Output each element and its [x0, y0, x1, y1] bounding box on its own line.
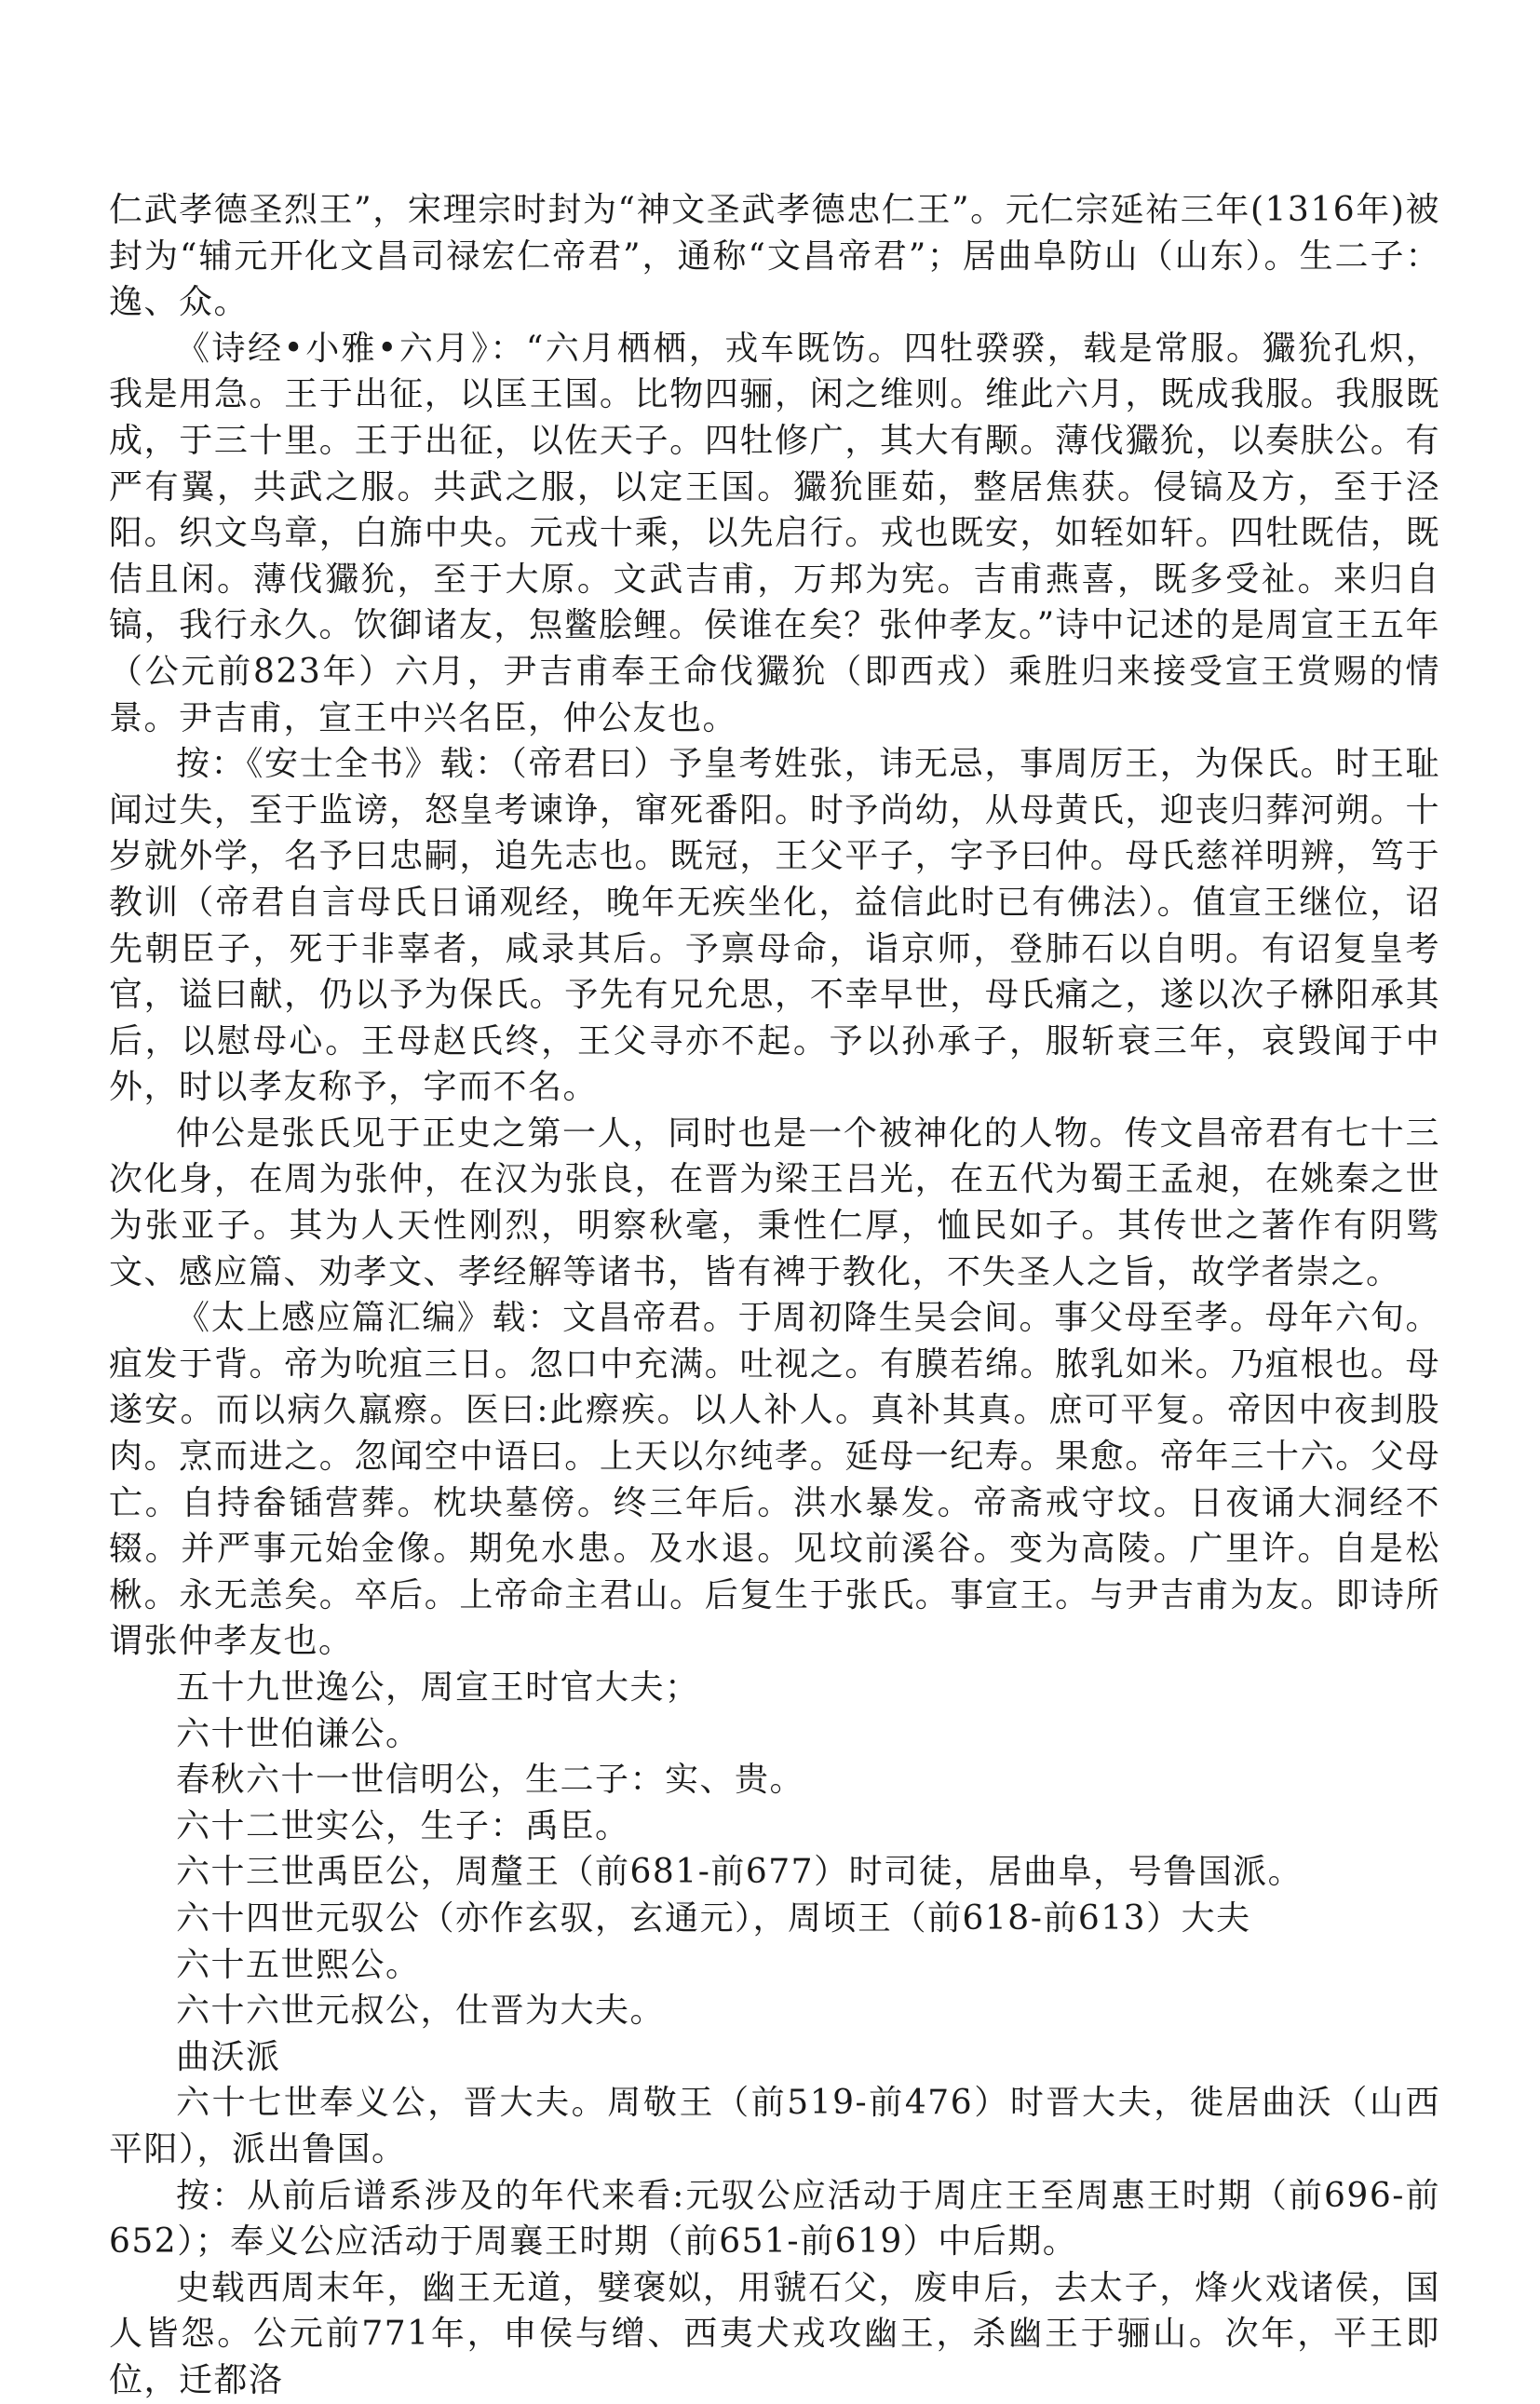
paragraph-shijing: 《诗经•小雅•六月》：“六月栖栖，戎车既饬。四牡骙骙，载是常服。玁狁孔炽，我是用急。王于出征，以匡王国。比物四骊，闲之维则。维此六月，既成我服。我服既成，于三十里。王于出征，以佐天子。四牡修广，其大有颙。薄伐玁狁，以奏肤公。有严有翼，共武之服。共武之服，以定王国。玁狁匪茹，整居焦获。侵镐及方，至于泾阳。织文鸟章，白旆中央。元戎十乘，以先启行。戎也既安，如轾如轩。四牡既佶，既佶且闲。薄伐玁狁，至于大原。文武吉甫，万邦为宪。吉甫燕喜，既多受祉。来归自镐，我行永久。饮御诸友，炰鳖脍鲤。侯谁在矣？张仲孝友。”诗中记述的是周宣王五年（公元前823年）六月，尹吉甫奉王命伐玁狁（即西戎）乘胜归来接受宣王赏赐的情景。尹吉甫，宣王中兴名臣，仲公友也。 — [109, 329, 1440, 737]
genealogy-line: 春秋六十一世信明公，生二子：实、贵。 — [176, 1761, 805, 1800]
section-heading-quwo: 曲沃派 — [176, 2037, 281, 2076]
genealogy-line: 六十二世实公，生子：禹臣。 — [176, 1806, 630, 1845]
paragraph-note-chronology: 按：从前后谱系涉及的年代来看:元驭公应活动于周庄王至周惠王时期（前696-前652）；奉义公应活动于周襄王时期（前651-前619）中后期。 — [109, 2176, 1440, 2262]
genealogy-line: 六十四世元驭公（亦作玄驭，玄通元），周顷王（前618-前613）大夫 — [176, 1898, 1251, 1938]
paragraph-anshi-quanshu: 按：《安士全书》载：（帝君曰）予皇考姓张，讳无忌，事周厉王，为保氏。时王耻闻过失，至于监谤，怒皇考谏诤，窜死番阳。时予尚幼，从母黄氏，迎丧归葬河朔。十岁就外学，名予曰忠嗣，追先志也。既冠，王父平子，字予曰仲。母氏慈祥明辨，笃于教训（帝君自言母氏日诵观经，晚年无疾坐化，益信此时已有佛法）。值宣王继位，诏先朝臣子，死于非辜者，咸录其后。予禀母命，诣京师，登肺石以自明。有诏复皇考官，谥曰献，仍以予为保氏。予先有兄允思，不幸早世，母氏痛之，遂以次子楙阳承其后，以慰母心。王母赵氏终，王父寻亦不起。予以孙承子，服斩衰三年，哀毁闻于中外，时以孝友称予，字而不名。 — [109, 745, 1440, 1107]
paragraph-title-continuation: 仁武孝德圣烈王”，宋理宗时封为“神文圣武孝德忠仁王”。元仁宗延祐三年(1316年)被封为“辅元开化文昌司禄宏仁帝君”，通称“文昌帝君”；居曲阜防山（山东）。生二子：逸、众。 — [109, 191, 1440, 322]
genealogy-line: 六十六世元叔公，仕晋为大夫。 — [176, 1992, 666, 2031]
genealogy-line: 五十九世逸公，周宣王时官大夫； — [176, 1668, 700, 1707]
genealogy-line: 六十五世熙公。 — [176, 1945, 421, 1984]
genealogy-line: 六十世伯谦公。 — [176, 1714, 421, 1753]
paragraph-ganying-pian: 《太上感应篇汇编》载：文昌帝君。于周初降生吴会间。事父母至孝。母年六旬。疽发于背。帝为吮疽三日。忽口中充满。吐视之。有膜若绵。脓乳如米。乃疽根也。母遂安。而以病久羸瘵。医曰:此瘵疾。以人补人。真补其真。庶可平复。帝因中夜刲股肉。烹而进之。忽闻空中语曰。上天以尔纯孝。延母一纪寿。果愈。帝年三十六。父母亡。自持畚锸营葬。枕块墓傍。终三年后。洪水暴发。帝斋戒守坟。日夜诵大洞经不辍。并严事元始金像。期免水患。及水退。见坟前溪谷。变为高陵。广里许。自是松楸。永无恙矣。卒后。上帝命主君山。后复生于张氏。事宣王。与尹吉甫为友。即诗所谓张仲孝友也。 — [109, 1299, 1440, 1661]
paragraph-zhonggong: 仲公是张氏见于正史之第一人，同时也是一个被神化的人物。传文昌帝君有七十三次化身，在周为张仲，在汉为张良，在晋为梁王吕光，在五代为蜀王孟昶，在姚秦之世为张亚子。其为人天性刚烈，明察秋毫，秉性仁厚，恤民如子。其传世之著作有阴骘文、感应篇、劝孝文、孝经解等诸书，皆有裨于教化，不失圣人之旨，故学者崇之。 — [109, 1114, 1440, 1291]
body-text — [109, 187, 1440, 2404]
genealogy-line: 六十三世禹臣公，周釐王（前681-前677）时司徒，居曲阜，号鲁国派。 — [176, 1853, 1304, 1892]
paragraph-fengyi: 六十七世奉义公，晋大夫。周敬王（前519-前476）时晋大夫，徙居曲沃（山西平阳），派出鲁国。 — [109, 2084, 1440, 2168]
paragraph-western-zhou: 史载西周末年，幽王无道，嬖褒姒，用虢石父，废申后，去太子，烽火戏诸侯，国人皆怨。公元前771年，申侯与缯、西夷犬戎攻幽王，杀幽王于骊山。次年，平王即位，迁都洛 — [109, 2268, 1440, 2399]
